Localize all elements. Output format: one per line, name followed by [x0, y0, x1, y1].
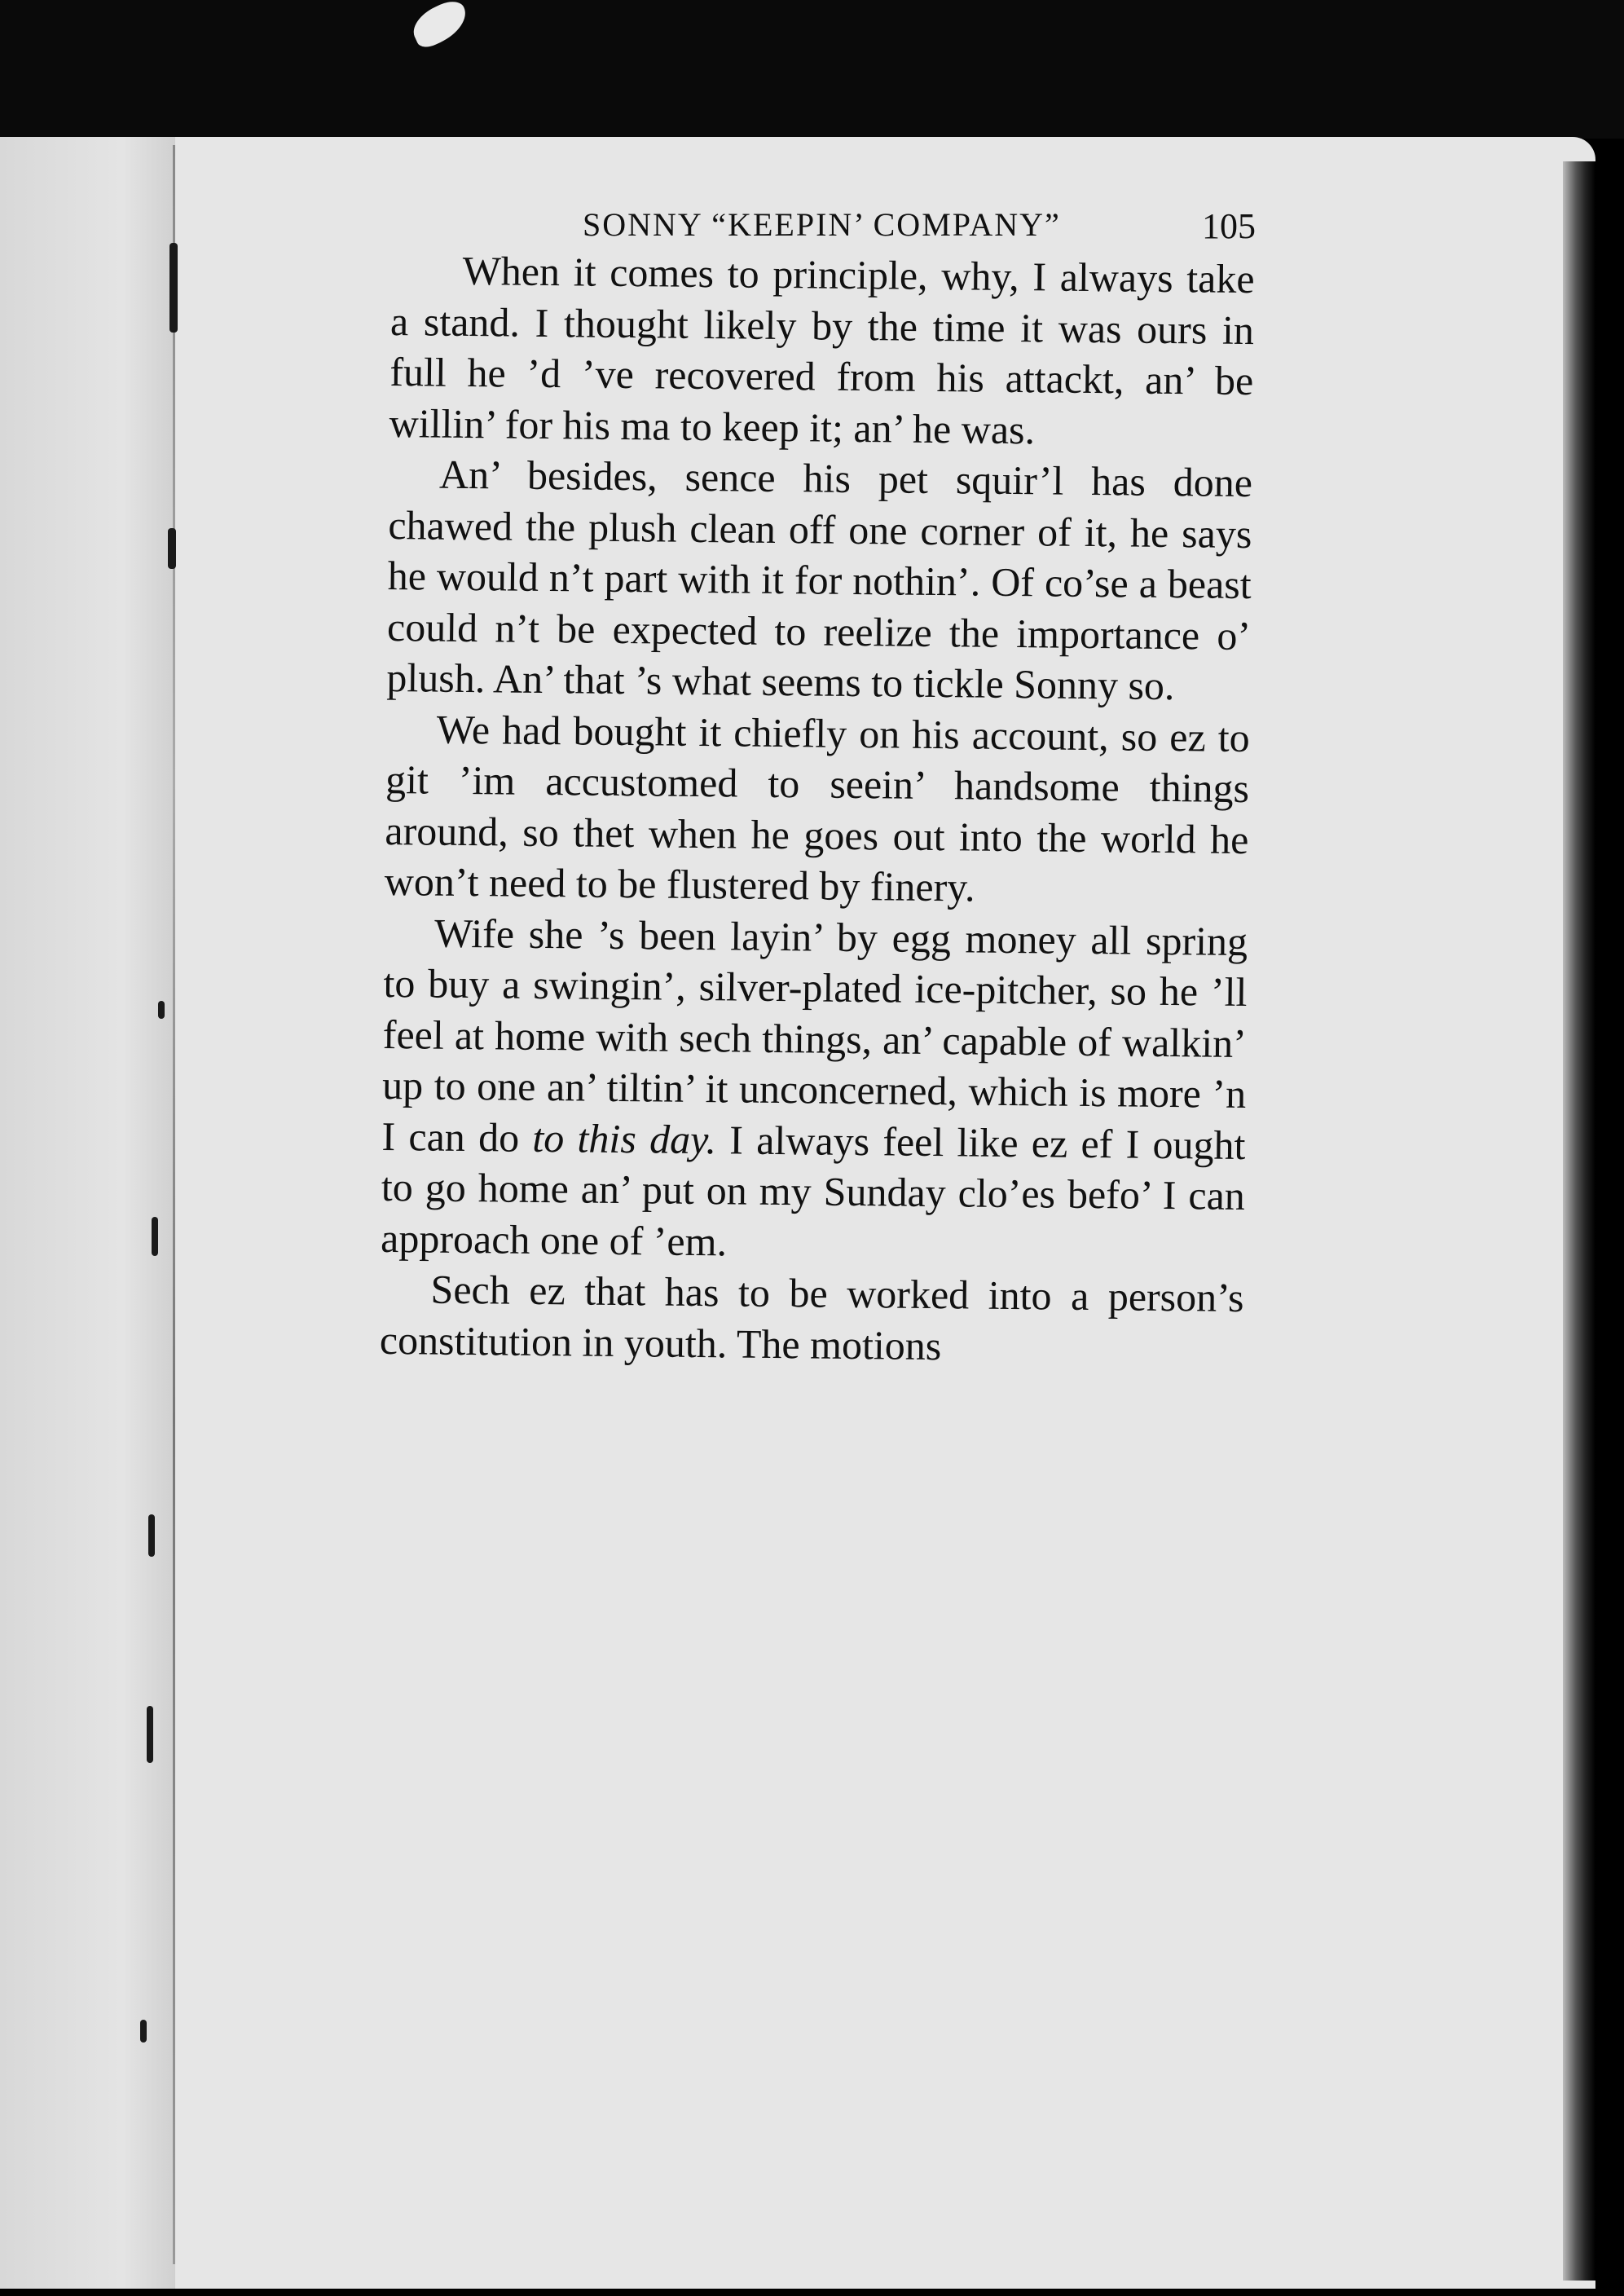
scan-smudge [407, 0, 473, 51]
binding-mark [158, 1001, 165, 1019]
italic-phrase: to this day. [532, 1114, 717, 1162]
binding-mark [147, 1706, 153, 1763]
body-text [380, 245, 1255, 1374]
page-number: 105 [1202, 206, 1256, 246]
paragraph-text: I always feel like ez ef I ought to go home an’ put on my Sunday clo’es befo’ I can approach one of ’em. [380, 1116, 1246, 1264]
paragraph: We had bought it chiefly on his account, so ez to git ’im accustomed to seein’ handsome things around, so thet when he goes out into the world he won’t need to be flustered by finery. [384, 706, 1251, 910]
gutter-binding-line [173, 145, 175, 2264]
binding-mark [148, 1514, 155, 1557]
paragraph: Sech ez that has to be worked into a person’s constitution in youth. The motions [379, 1266, 1244, 1368]
binding-mark [169, 243, 178, 333]
scan-top-border [0, 0, 1624, 139]
paragraph: When it comes to principle, why, I always take a stand. I thought likely by the time it was ours in full he ’d ’ve recovered from his attackt, an’ be willin’ for his ma to keep it; an’ he was. [389, 247, 1255, 452]
paragraph: An’ besides, sence his pet squir’l has done chawed the plush clean off one corner of it, he says he would n’t part with it for nothin’. Of co’se a beast could n’t be expected to reelize the importance o’ plush. An’ that ’s what seems to tickle Sonny so. [386, 451, 1253, 709]
paragraph-text: Wife she ’s been layin’ by egg money all spring to buy a swingin’, silver-plated ice-pitcher, so he ’ll feel at home with sech things, an’ capable of walkin’ up to one an’ tiltin’ it unconcerned, which is more ’n I can do [381, 910, 1248, 1161]
binding-mark [152, 1217, 158, 1256]
page-edge-shadow [1563, 161, 1595, 2281]
paragraph [381, 906, 1248, 1272]
running-header: SONNY “KEEPIN’ COMPANY” [583, 206, 1061, 243]
binding-mark [168, 528, 176, 569]
binding-mark [140, 2020, 147, 2043]
page-gutter [0, 137, 175, 2289]
